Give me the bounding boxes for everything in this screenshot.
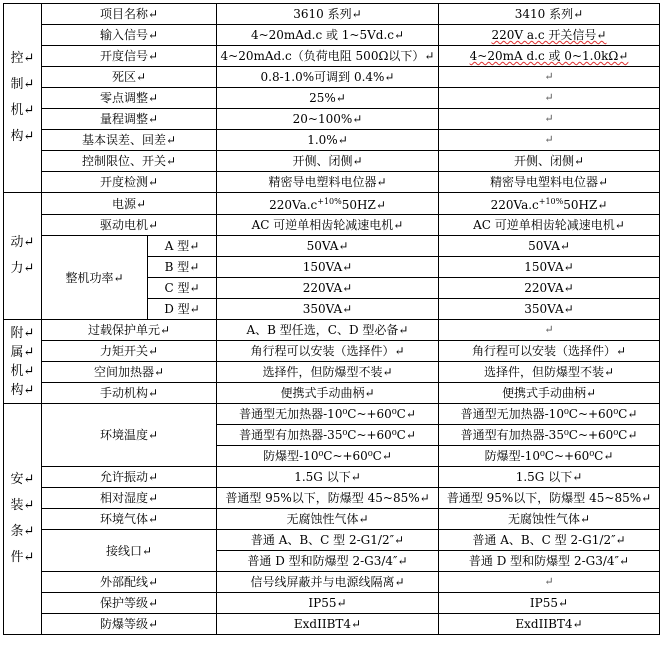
- table-row: [4, 488, 660, 509]
- cell-3610: 普通 A、B、C 型 2-G1/2″↵: [217, 530, 439, 551]
- cell-3410: 便携式手动曲柄↵: [439, 383, 660, 404]
- table-row: [4, 362, 660, 383]
- cell-3410: 选择件，但防爆型不装↵: [439, 362, 660, 383]
- cell-3410: 普通 D 型和防爆型 2-G3/4″↵: [439, 551, 660, 572]
- group-install-label: 安↵ 装↵ 条↵ 件↵: [4, 404, 42, 635]
- row-label: 接线口↵: [42, 530, 217, 572]
- header-name-label: 项目名称↵: [42, 4, 217, 25]
- table-row: [4, 172, 660, 193]
- table-row: [4, 404, 660, 425]
- row-label: 允许振动↵: [42, 467, 217, 488]
- cell-3610: ExdIIBT4↵: [217, 614, 439, 635]
- row-label: 防爆等级↵: [42, 614, 217, 635]
- row-label: 死区↵: [42, 67, 217, 88]
- table-row: [4, 467, 660, 488]
- cell-3610: A、B 型任选，C、D 型必备↵: [217, 320, 439, 341]
- row-label: 力矩开关↵: [42, 341, 217, 362]
- header-col1: 3610 系列↵: [217, 4, 439, 25]
- table-row: [4, 341, 660, 362]
- cell-3410: ↵: [439, 67, 660, 88]
- cell-3410-text: 220V a.c 开关信号↵: [491, 28, 607, 42]
- cell-3410: 220VA↵: [439, 278, 660, 299]
- cell-3610: 普通 D 型和防爆型 2-G3/4″↵: [217, 551, 439, 572]
- cell-3610: 普通型无加热器-10⁰C~+60⁰C↵: [217, 404, 439, 425]
- supply-tolerance: +10%: [538, 197, 564, 206]
- header-col2: 3410 系列↵: [439, 4, 660, 25]
- cell-3610: 普通型 95%以下，防爆型 45~85%↵: [217, 488, 439, 509]
- row-label: 保护等级↵: [42, 593, 217, 614]
- cell-3610: 角行程可以安装（选择件）↵: [217, 341, 439, 362]
- cell-3410: [439, 25, 660, 46]
- cell-3610: 选择件，但防爆型不装↵: [217, 362, 439, 383]
- cell-3410: ↵: [439, 88, 660, 109]
- row-label: 输入信号↵: [42, 25, 217, 46]
- cell-3610: 便携式手动曲柄↵: [217, 383, 439, 404]
- row-label: 电源↵: [42, 193, 217, 215]
- row-label: 空间加热器↵: [42, 362, 217, 383]
- type-label: A 型↵: [148, 236, 217, 257]
- supply-tolerance: +10%: [317, 197, 342, 206]
- table-row: [4, 614, 660, 635]
- cell-3610: 20~100%↵: [217, 109, 439, 130]
- cell-3410: 普通型有加热器-35⁰C~+60⁰C↵: [439, 425, 660, 446]
- cell-3610: [217, 193, 439, 215]
- table-row: [4, 215, 660, 236]
- cell-3610: 150VA↵: [217, 257, 439, 278]
- row-label: 过载保护单元↵: [42, 320, 217, 341]
- cell-3610: 350VA↵: [217, 299, 439, 320]
- header-row: [4, 4, 660, 25]
- group-power-label: 动↵ 力↵: [4, 193, 42, 320]
- table-row: [4, 46, 660, 67]
- supply-frequency: 50HZ↵: [563, 198, 608, 212]
- cell-3410: [439, 46, 660, 67]
- cell-3410: 防爆型-10⁰C~+60⁰C↵: [439, 446, 660, 467]
- cell-3410: 1.5G 以下↵: [439, 467, 660, 488]
- table-row: [4, 509, 660, 530]
- cell-3610: 开侧、闭侧↵: [217, 151, 439, 172]
- cell-3610: 1.0%↵: [217, 130, 439, 151]
- cell-3410: 350VA↵: [439, 299, 660, 320]
- cell-3610: 25%↵: [217, 88, 439, 109]
- cell-3410: ExdIIBT4↵: [439, 614, 660, 635]
- row-label: 开度检测↵: [42, 172, 217, 193]
- cell-3610: 0.8-1.0%可调到 0.4%↵: [217, 67, 439, 88]
- cell-3410: ↵: [439, 572, 660, 593]
- row-label: 开度信号↵: [42, 46, 217, 67]
- cell-3610: 4~20mAd.c 或 1~5Vd.c↵: [217, 25, 439, 46]
- type-label: B 型↵: [148, 257, 217, 278]
- cell-3410: 开侧、闭侧↵: [439, 151, 660, 172]
- row-label: 外部配线↵: [42, 572, 217, 593]
- cell-3410: 普通 A、B、C 型 2-G1/2″↵: [439, 530, 660, 551]
- cell-3410: 普通型 95%以下，防爆型 45~85%↵: [439, 488, 660, 509]
- table-row: [4, 109, 660, 130]
- cell-3610: 信号线屏蔽并与电源线隔离↵: [217, 572, 439, 593]
- cell-3610: 220VA↵: [217, 278, 439, 299]
- row-label: 零点调整↵: [42, 88, 217, 109]
- type-label: D 型↵: [148, 299, 217, 320]
- cell-3410: 角行程可以安装（选择件）↵: [439, 341, 660, 362]
- cell-3610: 1.5G 以下↵: [217, 467, 439, 488]
- cell-3610: 防爆型-10⁰C~+60⁰C↵: [217, 446, 439, 467]
- supply-frequency: 50HZ↵: [341, 198, 386, 212]
- row-label: 手动机构↵: [42, 383, 217, 404]
- cell-3610: 50VA↵: [217, 236, 439, 257]
- cell-3410: 50VA↵: [439, 236, 660, 257]
- group-accessory-label: 附↵ 属↵ 机↵ 构↵: [4, 320, 42, 404]
- cell-3410: ↵: [439, 130, 660, 151]
- cell-3610: 普通型有加热器-35⁰C~+60⁰C↵: [217, 425, 439, 446]
- wattage-label: 整机功率↵: [42, 236, 148, 320]
- table-row: [4, 25, 660, 46]
- table-row: [4, 67, 660, 88]
- cell-3410: 普通型无加热器-10⁰C~+60⁰C↵: [439, 404, 660, 425]
- table-row: [4, 193, 660, 215]
- table-row: [4, 593, 660, 614]
- group-control-label: 控↵ 制↵ 机↵ 构↵: [4, 4, 42, 193]
- cell-3410: [439, 193, 660, 215]
- row-label: 环境温度↵: [42, 404, 217, 467]
- row-label: 控制限位、开关↵: [42, 151, 217, 172]
- row-label: 基本误差、回差↵: [42, 130, 217, 151]
- cell-3410: AC 可逆单相齿轮减速电机↵: [439, 215, 660, 236]
- cell-3410: ↵: [439, 109, 660, 130]
- cell-3610: AC 可逆单相齿轮减速电机↵: [217, 215, 439, 236]
- table-row: [4, 236, 660, 257]
- row-label: 量程调整↵: [42, 109, 217, 130]
- cell-3410: IP55↵: [439, 593, 660, 614]
- table-row: [4, 572, 660, 593]
- supply-text: 220Va.c: [269, 198, 318, 212]
- table-row: [4, 530, 660, 551]
- cell-3410: 无腐蚀性气体↵: [439, 509, 660, 530]
- row-label: 相对湿度↵: [42, 488, 217, 509]
- table-row: [4, 130, 660, 151]
- supply-text: 220Va.c: [490, 198, 539, 212]
- cell-3610: 无腐蚀性气体↵: [217, 509, 439, 530]
- cell-3410: 150VA↵: [439, 257, 660, 278]
- table-row: [4, 383, 660, 404]
- table-row: [4, 320, 660, 341]
- spec-table: [3, 3, 660, 635]
- cell-3410-text: 4~20mA d.c 或 0~1.0kΩ↵: [469, 49, 629, 63]
- table-row: [4, 151, 660, 172]
- table-row: [4, 88, 660, 109]
- row-label: 环境气体↵: [42, 509, 217, 530]
- cell-3410: ↵: [439, 320, 660, 341]
- cell-3610: IP55↵: [217, 593, 439, 614]
- cell-3610: 4~20mAd.c（负荷电阻 500Ω以下）↵: [217, 46, 439, 67]
- cell-3410: 精密导电塑料电位器↵: [439, 172, 660, 193]
- cell-3610: 精密导电塑料电位器↵: [217, 172, 439, 193]
- type-label: C 型↵: [148, 278, 217, 299]
- row-label: 驱动电机↵: [42, 215, 217, 236]
